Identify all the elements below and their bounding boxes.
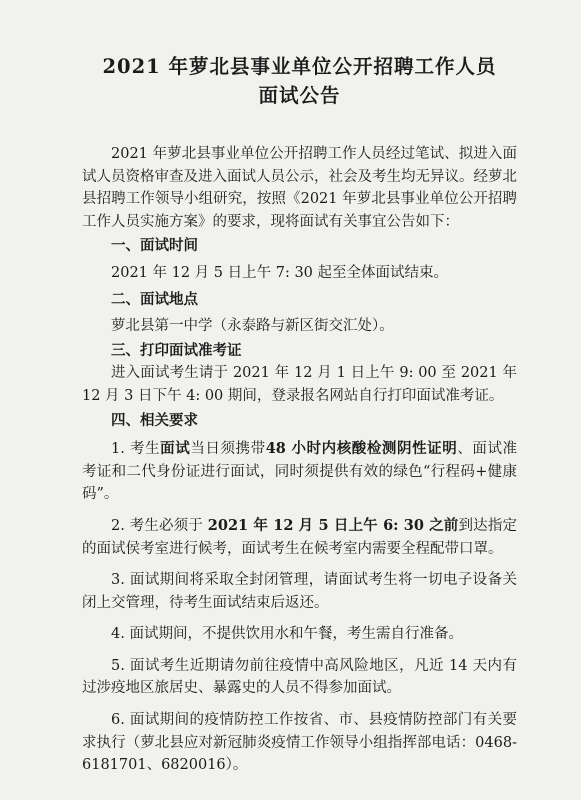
section-ticket-text: 进入面试考生请于 2021 年 12 月 1 日上午 9: 00 至 2021 年 12 月 3 日下午 4: 00 期间，登录报名网站自行打印面试准考证。: [82, 365, 517, 404]
title-line-2: 面试公告: [258, 84, 341, 107]
req1-bold-1: 面试: [160, 440, 191, 458]
req1-mid: 当日须携带: [190, 441, 266, 458]
req2-bold-1: 2021 年 12 月 5 日上午 6: 30 之前: [207, 516, 459, 534]
section-time-text: 2021 年 12 月 5 日上午 7: 30 起至全体面试结束。: [111, 264, 449, 281]
requirement-item-4: 4. 面试期间，不提供饮用水和午餐，考生需自行准备。: [111, 626, 463, 643]
requirement-item-6: 6. 面试期间的疫情防控工作按省、市、县疫情防控部门有关要求执行（萝北县应对新冠肺炎疫情工作领导小组指挥部电话：0468-6181701、6820016）。: [82, 712, 517, 774]
section-time-heading: 一、面试时间: [111, 238, 198, 255]
title-line-1: 2021 年萝北县事业单位公开招聘工作人员: [102, 55, 497, 78]
section-place-heading: 二、面试地点: [111, 291, 198, 308]
requirement-item-3: 3. 面试期间将采取全封闭管理，请面试考生将一切电子设备关闭上交管理，待考生面试结束后返还。: [82, 572, 517, 611]
section-place-text: 萝北县第一中学（永泰路与新区街交汇处）。: [111, 318, 394, 335]
section-ticket-heading: 三、打印面试准考证: [111, 342, 242, 359]
req2-post: 到达指定的面试侯考室进行候考，面试考生在候考室内需要全程配带口罩。: [82, 517, 517, 557]
intro-paragraph: 2021 年萝北县事业单位公开招聘工作人员经过笔试、拟进入面试人员资格审查及进入面试人员公示，社会及考生均无异议。经萝北县招聘工作领导小组研究，按照《2021 年萝北县事业单位公开招聘工作人员实施方案》的要求，现将面试有关事宜公告如下：: [82, 146, 517, 230]
req1-post: 、面试准考证和二代身份证进行面试，同时须提供有效的绿色“行程码+健康码”。: [82, 441, 518, 503]
requirement-item-5: 5. 面试考生近期请勿前往疫情中高风险地区，凡近 14 天内有过涉疫地区旅居史、暴露史的人员不得参加面试。: [82, 657, 517, 697]
section-requirements-heading: 四、相关要求: [111, 412, 198, 429]
document-title: [82, 52, 517, 110]
req2-pre: 2. 考生必须于: [111, 517, 208, 534]
req1-bold-2: 48 小时内核酸检测阴性证明: [265, 440, 458, 458]
requirement-item-1: [82, 438, 517, 506]
req1-pre: 1. 考生: [111, 441, 161, 458]
requirement-item-2: [82, 515, 517, 560]
